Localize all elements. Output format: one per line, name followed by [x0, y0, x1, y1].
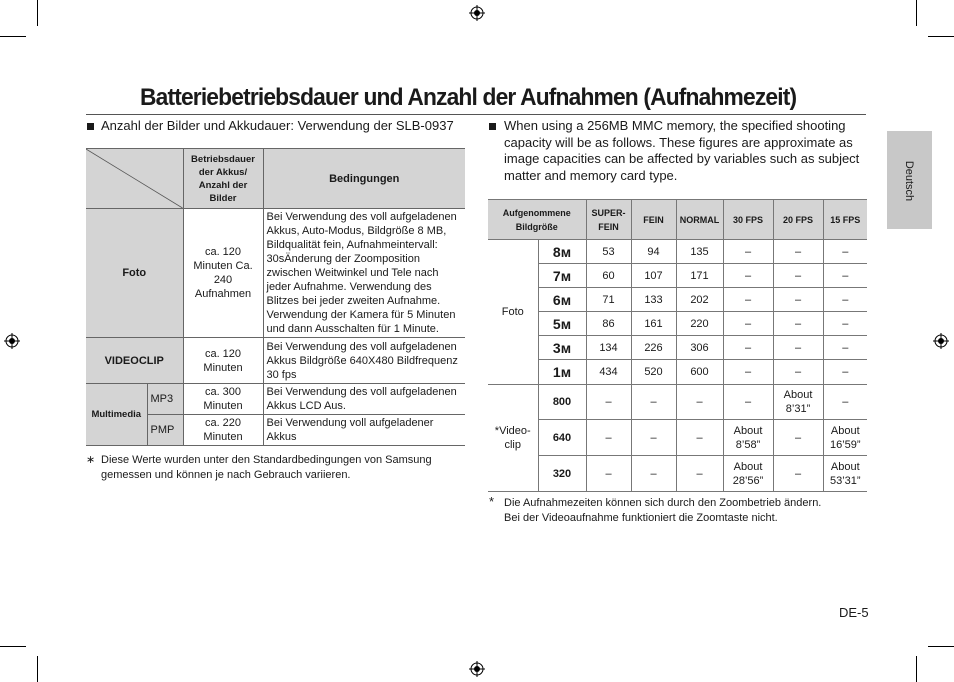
right-note-mark: * [489, 494, 495, 509]
row-group-foto: Foto [488, 240, 538, 385]
row-value-foto: ca. 120 Minuten Ca. 240 Aufnahmen [183, 209, 263, 338]
header-duration: Betriebsdauer der Akkus/ Anzahl der Bilder [183, 149, 263, 209]
left-note: Diese Werte wurden unter den Standardbedingungen von Samsung gemessen und können je nach Gebrauch variieren. [101, 454, 432, 481]
header-fein: FEIN [631, 200, 676, 240]
crop-mark [0, 36, 26, 37]
table-cell: 520 [631, 360, 676, 385]
row-group-multimedia: Multimedia [86, 384, 147, 446]
crop-mark [928, 646, 954, 647]
video-size-640: 640 [538, 420, 586, 456]
row-conditions-videoclip: Bei Verwendung des voll aufgeladenen Akkus Bildgröße 640X480 Bildfrequenz 30 fps [263, 338, 465, 384]
table-cell: About 8’58” [723, 420, 773, 456]
left-note-mark: ∗ [86, 454, 96, 466]
left-heading: Anzahl der Bilder und Akkudauer: Verwendung der SLB-0937 [101, 118, 454, 133]
5m-size-icon: 5ᴍ [538, 312, 586, 336]
crop-mark [916, 656, 917, 682]
table-cell: – [773, 360, 823, 385]
video-size-800: 800 [538, 385, 586, 420]
bullet-square-icon [87, 123, 94, 130]
table-cell: – [773, 240, 823, 264]
table-cell: – [723, 385, 773, 420]
table-cell: – [723, 312, 773, 336]
3m-size-icon: 3ᴍ [538, 336, 586, 360]
table-cell: – [723, 360, 773, 385]
table-cell: – [631, 420, 676, 456]
table-cell: – [586, 456, 631, 492]
8m-size-icon: 8ᴍ [538, 240, 586, 264]
language-tab-label: Deutsch [903, 160, 915, 202]
video-size-320: 320 [538, 456, 586, 492]
table-cell: 220 [676, 312, 723, 336]
table-cell: 171 [676, 264, 723, 288]
row-label-pmp: PMP [147, 415, 183, 446]
table-cell: – [723, 336, 773, 360]
right-note-line-1: Die Aufnahmezeiten können sich durch den Zoombetrieb ändern. [504, 497, 822, 509]
table-cell: About 8’31” [773, 385, 823, 420]
table-cell: – [773, 456, 823, 492]
registration-mark-icon [933, 333, 949, 349]
table-cell: 434 [586, 360, 631, 385]
6m-wide-size-icon: 6ᴍ [538, 288, 586, 312]
table-cell: 86 [586, 312, 631, 336]
page-title: Batteriebetriebsdauer und Anzahl der Aufnahmen (Aufnahmezeit) [140, 84, 797, 111]
table-cell: 53 [586, 240, 631, 264]
header-normal: NORMAL [676, 200, 723, 240]
table-cell: – [773, 312, 823, 336]
bullet-square-icon [489, 123, 496, 130]
table-cell: 306 [676, 336, 723, 360]
table-cell: 71 [586, 288, 631, 312]
header-image-size: Aufgenommene Bildgröße [488, 200, 586, 240]
table-cell: 135 [676, 240, 723, 264]
table-cell: About 16’59” [823, 420, 867, 456]
7m-wide-size-icon: 7ᴍ [538, 264, 586, 288]
table-cell: – [586, 420, 631, 456]
registration-mark-icon [469, 661, 485, 677]
row-label-mp3: MP3 [147, 384, 183, 415]
table-cell: – [773, 288, 823, 312]
crop-mark [37, 0, 38, 26]
header-conditions: Bedingungen [263, 149, 465, 209]
table-cell: – [723, 264, 773, 288]
table-cell: – [773, 336, 823, 360]
diagonal-line [86, 149, 183, 208]
row-label-foto: Foto [86, 209, 183, 338]
row-conditions-foto: Bei Verwendung des voll aufgeladenen Akkus, Auto-Modus, Bildgröße 8 MB, Bildqualität fein, Aufnahmeintervall: 30sÄnderung der Zoomposition zwischen Weitwinkel und Tele nach jeder Aufnahme. Verwendung des Blitzes bei jeder zweiten Aufnahme. Verwendung der Kamera für 5 Minuten und dann Ausschalten für 1 Minute. [263, 209, 465, 338]
row-label-videoclip: VIDEOCLIP [86, 338, 183, 384]
table-cell: – [823, 385, 867, 420]
table-cell: – [823, 336, 867, 360]
table-cell: – [676, 385, 723, 420]
1m-size-icon: 1ᴍ [538, 360, 586, 385]
table-cell: 133 [631, 288, 676, 312]
table-cell: – [676, 456, 723, 492]
page-number: DE-5 [839, 605, 869, 620]
table-cell: About 53’31” [823, 456, 867, 492]
crop-mark [928, 36, 954, 37]
battery-table [86, 148, 465, 446]
header-superfein: SUPER-FEIN [586, 200, 631, 240]
capacity-table [488, 199, 867, 492]
header-30fps: 30 FPS [723, 200, 773, 240]
registration-mark-icon [469, 5, 485, 21]
table-cell: 60 [586, 264, 631, 288]
table-cell: – [823, 360, 867, 385]
table-cell: – [773, 420, 823, 456]
header-15fps: 15 FPS [823, 200, 867, 240]
table-cell: 226 [631, 336, 676, 360]
table-cell: 202 [676, 288, 723, 312]
row-conditions-mp3: Bei Verwendung des voll aufgeladenen Akkus LCD Aus. [263, 384, 465, 415]
table-cell: – [586, 385, 631, 420]
table-cell: 107 [631, 264, 676, 288]
crop-mark [0, 646, 26, 647]
table-cell: 600 [676, 360, 723, 385]
table-cell: – [723, 288, 773, 312]
row-group-videoclip: *Video-clip [488, 385, 538, 492]
table-cell: – [631, 385, 676, 420]
row-value-pmp: ca. 220 Minuten [183, 415, 263, 446]
table-cell: – [823, 312, 867, 336]
table-cell: 161 [631, 312, 676, 336]
registration-mark-icon [4, 333, 20, 349]
row-conditions-pmp: Bei Verwendung voll aufgeladener Akkus [263, 415, 465, 446]
crop-mark [37, 656, 38, 682]
table-cell: 94 [631, 240, 676, 264]
header-20fps: 20 FPS [773, 200, 823, 240]
diagonal-header-cell [86, 149, 183, 209]
table-cell: – [723, 240, 773, 264]
table-cell: 134 [586, 336, 631, 360]
table-cell: – [676, 420, 723, 456]
right-heading: When using a 256MB MMC memory, the specified shooting capacity will be as follows. These figures are approximate as image capacities can be affected by variables such as subject matter and memory card type. [504, 118, 860, 183]
table-cell: – [823, 288, 867, 312]
right-note-line-2: Bei der Videoaufnahme funktioniert die Zoomtaste nicht. [504, 512, 778, 524]
table-cell: – [823, 240, 867, 264]
title-divider [86, 114, 866, 115]
language-tab [887, 131, 932, 229]
row-value-mp3: ca. 300 Minuten [183, 384, 263, 415]
table-cell: – [773, 264, 823, 288]
table-cell: – [823, 264, 867, 288]
row-value-videoclip: ca. 120 Minuten [183, 338, 263, 384]
table-cell: About 28’56” [723, 456, 773, 492]
table-cell: – [631, 456, 676, 492]
crop-mark [916, 0, 917, 26]
